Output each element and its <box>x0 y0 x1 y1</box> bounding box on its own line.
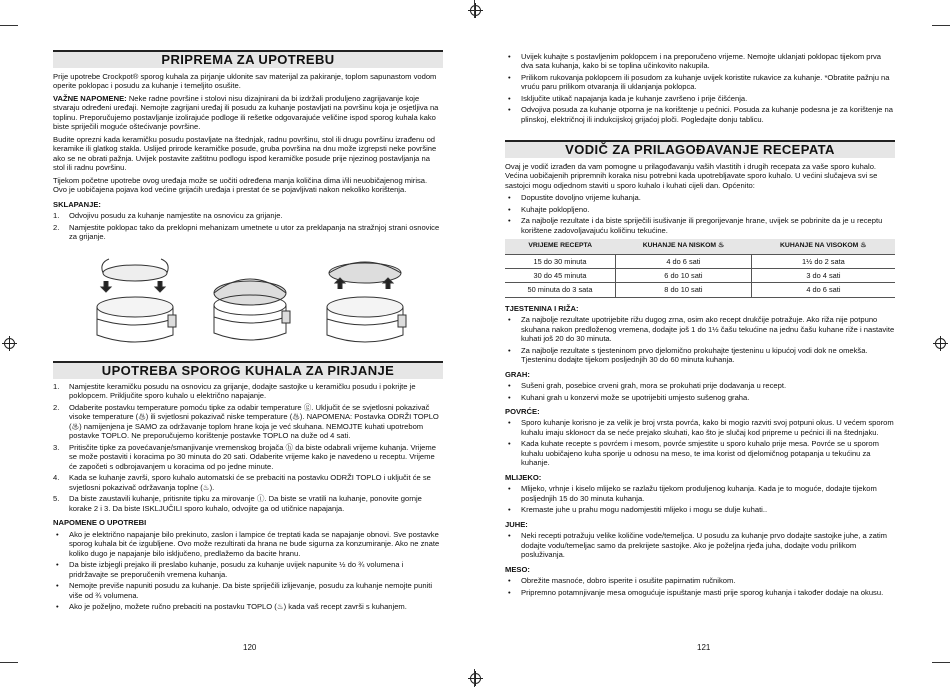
assembly-step: 1. Odvojivu posudu za kuhanje namjestite na osnovicu za grijanje. <box>53 211 283 221</box>
guide-bullet: • Za najbolje rezultate i da biste spriječili isušivanje ili pregorijevanje hrane, uvijek se pobrinite da je u receptu korištene zadovoljavajuću količinu tekućine. <box>505 216 895 235</box>
tip-item: • Pripremno potamnjivanje mesa omogućuje ispuštanje masti prije sporog kuhanja i također dodaje na okusu. <box>505 588 895 597</box>
milk-heading: MLIJEKO: <box>505 472 542 482</box>
table-cell: 4 do 6 sati <box>615 254 751 268</box>
tip-item: • Neki recepti potražuju velike količine vode/temeljca. U posudu za kuhanje prvo dodajte sastojke juhe, a zatim dodajte vodu/temeljac samo da prekrijete sastojke. Ako je poželjna rjeđa juha, dodajte vodu prilikom posluživanja. <box>505 531 895 559</box>
table-header: KUHANJE NA VISOKOM ♨ <box>751 239 895 254</box>
table-header-row <box>505 239 895 254</box>
section-title: PRIPREMA ZA UPOTREBU <box>161 52 335 67</box>
usage-note: • Nemojte previše napuniti posudu za kuhanje. Da biste spriječili izlijevanje, posudu za kuhanje nemojte puniti više od ¾ volumena. <box>53 581 443 600</box>
table-header: VRIJEME RECEPTA <box>505 239 615 254</box>
table-row <box>505 269 895 283</box>
vegetables-heading: POVRĆE: <box>505 406 540 416</box>
soups-list <box>505 531 895 559</box>
note-label: VAŽNE NAPOMENE: <box>53 93 127 103</box>
tip-item: • Mlijeko, vrhnje i kiselo mlijeko se razlažu tijekom produljenog kuhanja. Kada je to moguće, dodajte tijekom posljednjih 15 do 30 minuta kuhanja. <box>505 484 895 503</box>
meat-heading: MESO: <box>505 564 530 574</box>
assembly-steps <box>53 211 443 241</box>
tip-item: • Obrežite masnoće, dobro isperite i osušite papirnatim ručnikom. <box>505 576 895 585</box>
table-row <box>505 283 895 297</box>
tip-item: • Za najbolje rezultate upotrijebite rižu dugog zrna, osim ako recept drukčije potražuje. Ako riža nije potpuno skuhana nakon predloženog vremena, dodajte još 1 do 1½ čašu tekućine na jednu čašu kuhane riže i nastavite kuhati još 20 do 30 minuta. <box>505 315 895 343</box>
tip-item: • Za najbolje rezultate s tjesteninom prvo djelomično prokuhajte tjesteninu u kipućoj vodi dok ne omekša. Tjesteninu dodajte tijekom posljednjih 30 do 60 minuta kuhanja. <box>505 346 895 365</box>
table-cell: 15 do 30 minuta <box>505 254 615 268</box>
guide-bullet: • Kuhajte poklopljeno. <box>505 205 895 214</box>
important-note <box>53 94 443 132</box>
usage-step: 5. Da biste zaustavili kuhanje, pritisnite tipku za mirovanje ⓘ. Da biste se vratili na kuhanje, ponovite gornje korake 2 i 3. Da biste ISKLJUČILI sporo kuhalo, odvojite ga od utičnice napajanja. <box>53 494 422 513</box>
tip-item: • Kuhani grah u konzervi može se upotrijebiti umjesto sušenog graha. <box>505 393 895 402</box>
usage-notes <box>53 530 443 612</box>
table-cell: 8 do 10 sati <box>615 283 751 297</box>
safety-bullets <box>505 52 895 126</box>
safety-bullet: • Isključite utikač napajanja kada je kuhanje završeno i prije čišćenja. <box>505 94 895 103</box>
beans-list <box>505 381 895 402</box>
table-cell: 3 do 4 sati <box>751 269 895 283</box>
assembly-illustration <box>90 255 420 350</box>
ceramic-paragraph: Budite oprezni kada keramičku posudu postavljate na štednjak, radnu površinu, stol ili drugu površinu izrađenu od keramike ili glatkog stakla. Uslijed prirode keramičke posude, gruba površina na dnu može izgrepsti neke površine ako se ne obrati pažnja. Uvijek postavite zaštitnu podlogu ispod keramičke posude prije njezinog postavljanja na stol ili radnu površinu. <box>53 134 437 173</box>
cooking-time-table <box>505 239 895 297</box>
usage-note: • Da biste izbjegli prejako ili preslabo kuhanje, posudu za kuhanje uvijek napunite ½ do ¾ volumena i pridržavajte se preporučenih vremena kuhanja. <box>53 560 443 579</box>
smoke-paragraph: Tijekom početne upotrebe ovog uređaja može se uočiti određena manja količina dima i/ili neuobičajenog mirisa. Ovo je uobičajena pojava kod većine grijaćih uređaja i prestat će se pojavljivati nakon nekoliko korištenja. <box>53 175 428 195</box>
section-title: UPOTREBA SPOROG KUHALA ZA PIRJANJE <box>101 363 395 378</box>
safety-bullet: • Uvijek kuhajte s postavljenim poklopcem i na preporučeno vrijeme. Nemojte uklanjati poklopac tijekom prva dva sata kuhanja, kako bi se toplina učinkovito nakupila. <box>505 52 895 71</box>
page-number: 120 <box>243 643 257 652</box>
usage-section <box>53 382 443 614</box>
vegetables-list <box>505 418 895 467</box>
usage-note: • Ako je električno napajanje bilo prekinuto, zaslon i lampice će treptati kada se napajanje obnovi. Sve postavke sporog kuhala bit će izgubljene. Ovo može rezultirati da hrana ne bude sigurna za konzumiranje. Ako ne znate koliko dugo je napajanje bilo isključeno, predlažemo da bacite hranu. <box>53 530 443 558</box>
usage-step: 1. Namjestite keramičku posudu na osnovicu za grijanje, dodajte sastojke u keramičku posudu i pokrijte je poklopcem. Priključite sporo kuhalo u električno napajanje. <box>53 382 416 401</box>
recipe-guide-section <box>505 162 895 599</box>
page-number: 121 <box>697 643 711 652</box>
usage-steps <box>53 382 443 513</box>
table-cell: 1½ do 2 sata <box>751 254 895 268</box>
preparation-section <box>53 72 443 244</box>
safety-bullet: • Odvojiva posuda za kuhanje otporna je na korištenje u pećnici. Posuda za kuhanje podesna je za korištenje na plinskoj, električnoj ili indukcijskoj grijaćoj ploči. Pogledajte donju tablicu. <box>505 105 895 124</box>
section-title-bar <box>505 140 895 158</box>
tip-item: • Kada kuhate recepte s povrćem i mesom, povrće smjestite u sporo kuhalo prije mesa. Povrće se u sporom kuhalu uobičajeno kuha sporije u odnosu na meso, te ima korist od djelomičnog potapanja u tekućinu za kuhanje. <box>505 439 895 467</box>
guide-bullet: • Dopustite dovoljno vrijeme kuhanja. <box>505 193 895 202</box>
tip-item: • Kremaste juhe u prahu mogu nadomjestiti mlijeko i mogu se dulje kuhati.. <box>505 505 895 514</box>
table-row <box>505 254 895 268</box>
usage-step: 2. Odaberite postavku temperature pomoću tipke za odabir temperature ⓖ. Uključit će se svjetlosni pokazivač visoke temperature (♨) ili svjetlosni pokazivač niske temperature (♨). NAPOMENA: Postavka ODRŽI TOPLO (♨) namijenjena je SAMO za održavanje toplom hrane koja je već skuhana. NEMOJTE kuhati upotrebom postavke TOPLO. Ne preporučujemo korištenje postavke TOPLO na duže od 4 sati. <box>53 402 439 441</box>
note-text: Neke radne površine i stolovi nisu dizajnirani da bi izdržali produljeno zagrijavanje koje stvaraju određeni uređaji. Nemojte zagrijani uređaj ili posudu za kuhanje postavljati na površinu koja je osjetljiva na toplinu. Preporučujemo postavljanje izolirajuće podloge ili rešetke odgovarajuće veličine ispod sporog kuhala kako biste spriječili moguće oštećivanje površine. <box>53 93 439 132</box>
assembly-heading: SKLAPANJE: <box>53 199 101 209</box>
table-header: KUHANJE NA NISKOM ♨ <box>615 239 751 254</box>
pasta-rice-heading: TJESTENINA I RIŽA: <box>505 303 579 313</box>
table-cell: 4 do 6 sati <box>751 283 895 297</box>
intro-paragraph: Prije upotrebe Crockpot® sporog kuhala za pirjanje uklonite sav materijal za pakiranje, toplom sapunastom vodom operite poklopac i posudu za kuhanje i temeljito osušite. <box>53 72 437 91</box>
section-title-bar <box>53 50 443 68</box>
meat-list <box>505 576 895 597</box>
section-title: VODIČ ZA PRILAGOĐAVANJE RECEPATA <box>565 142 835 157</box>
guide-intro-bullets <box>505 193 895 235</box>
pasta-rice-list <box>505 315 895 364</box>
tip-item: • Sporo kuhanje korisno je za velik je broj vrsta povrća, kako bi mogio razviti svoj potpuni okus. U većem sporom kuhalu imaju skloност da se neće prejako skuhati, kao što je slučaj kod pripreme u pećnici ili na štednjaku. <box>505 418 895 437</box>
table-cell: 6 do 10 sati <box>615 269 751 283</box>
table-cell: 50 minuta do 3 sata <box>505 283 615 297</box>
usage-notes-heading: NAPOMENE O UPOTREBI <box>53 518 147 528</box>
assembly-step: 2. Namjestite poklopac tako da preklopni mehanizam umetnete u utor za preklapanja na stražnjoj strani osnovice za grijanje. <box>53 222 440 242</box>
usage-step: 3. Pritisčite tipke za povećavanje/smanjivanje vremenskog brojača ⓗ da biste odabrali vrijeme kuhanja. Vrijeme se može postaviti i koracima po 30 minuta do 20 sati. Odaberite vrijeme kako je navedeno u receptu. Vrijeme će započeti s odbrojavanjem u koracima od po jedne minute. <box>53 442 436 471</box>
milk-list <box>505 484 895 514</box>
beans-heading: GRAH: <box>505 369 530 379</box>
usage-note: • Ako je poželjno, možete ručno prebaciti na postavku TOPLO (♨) kada vaš recept završi s kuhanjem. <box>53 602 443 611</box>
right-page <box>475 0 950 687</box>
table-cell: 30 do 45 minuta <box>505 269 615 283</box>
safety-bullet: • Prilikom rukovanja poklopcem ili posudom za kuhanje uvijek koristite rukavice za kuhanje. *Obratite pažnju na vruću paru prilikom otvaranja ili uklanjanja poklopca. <box>505 73 895 92</box>
section-title-bar <box>53 361 443 379</box>
tip-item: • Sušeni grah, posebice crveni grah, mora se prokuhati prije dodavanja u recept. <box>505 381 895 390</box>
soups-heading: JUHE: <box>505 519 528 529</box>
usage-step: 4. Kada se kuhanje završi, sporo kuhalo automatski će se prebaciti na postavku ODRŽI TOPLO i uključit će se svjetlosni pokazivač održavanja toplne (♨). <box>53 473 431 492</box>
guide-intro: Ovaj je vodič izrađen da vam pomogne u prilagođavanju vaših vlastitih i drugih recepata za vaše sporo kuhalo. Većina uobičajenih pripremnih koraka nisu potrebni kada upotrebljavate sporo kuhalo. U većini slučajeva svi se sastojci mogu odjednom staviti u sporo kuhalo i kuhati cijeli dan. Općenito: <box>505 162 878 190</box>
